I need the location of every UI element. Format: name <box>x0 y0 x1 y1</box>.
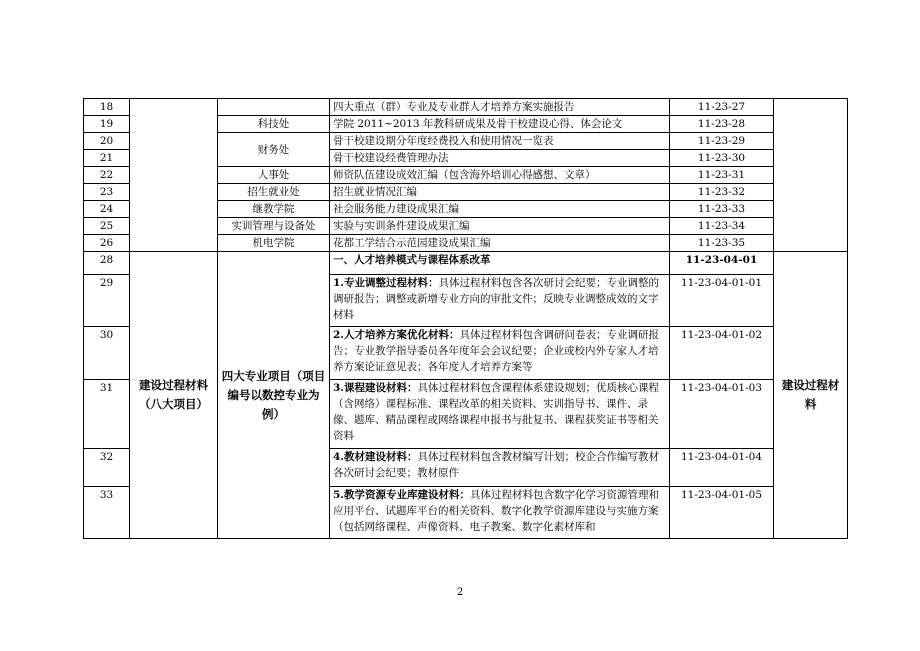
content-cell <box>330 327 670 380</box>
row-number: 20 <box>84 133 130 150</box>
row-number: 24 <box>84 201 130 218</box>
row-number: 30 <box>84 327 130 380</box>
code-cell: 11-23-31 <box>670 167 774 184</box>
code-cell: 11-23-04-01-03 <box>670 380 774 449</box>
code-cell: 11-23-04-01-01 <box>670 275 774 327</box>
content-cell: 花都工学结合示范园建设成果汇编 <box>330 235 670 252</box>
code-cell: 11-23-04-01-02 <box>670 327 774 380</box>
content-title: 5.教学资源专业库建设材料： <box>333 489 470 501</box>
table-row <box>84 99 848 116</box>
content-cell: 社会服务能力建设成果汇编 <box>330 201 670 218</box>
content-cell: 骨干校建设期分年度经费投入和使用情况一览表 <box>330 133 670 150</box>
row-number: 33 <box>84 487 130 539</box>
content-cell: 招生就业情况汇编 <box>330 184 670 201</box>
content-cell: 实验与实训条件建设成果汇编 <box>330 218 670 235</box>
row-number: 32 <box>84 449 130 487</box>
code-cell: 11-23-28 <box>670 116 774 133</box>
content-title-cell: 一、人才培养模式与课程体系改革 <box>330 252 670 275</box>
content-text: 具体过程材料包含数字化学习资源管理和应用平台、试题库平台的相关资料、数字化教学资源库建设与实施方案（包括网络课程、声像资料、电子教案、数字化素材库和 <box>333 489 659 533</box>
table-row <box>84 252 848 275</box>
remark-cell: 建设过程材料 <box>774 252 848 539</box>
row-number: 23 <box>84 184 130 201</box>
content-cell <box>330 275 670 327</box>
materials-table <box>83 98 848 539</box>
row-number: 18 <box>84 99 130 116</box>
content-text: 具体过程材料包含教材编写计划；校企合作编写教材各次研讨会纪要；教材原件 <box>333 451 659 479</box>
department-cell: 实训管理与设备处 <box>218 218 330 235</box>
content-text: 具体过程材料包含课程体系建设规划；优质核心课程（含网络）课程标准、课程改革的相关资料、实训指导书、课件、录像、题库、精品课程或网络课程申报书与批复书、课程获奖证书等相关资料 <box>333 382 659 442</box>
content-text: 具体过程材料包含调研问卷表；专业调研报告；专业教学指导委员各年度年会会议纪要；企业或校内外专家人才培养方案论证意见表；各年度人才培养方案等 <box>333 329 659 373</box>
row-number: 22 <box>84 167 130 184</box>
department-cell: 继教学院 <box>218 201 330 218</box>
content-cell <box>330 380 670 449</box>
page-number: 2 <box>456 587 464 598</box>
content-title: 1.专业调整过程材料： <box>333 277 439 289</box>
row-number: 28 <box>84 252 130 275</box>
code-cell: 11-23-04-01 <box>670 252 774 275</box>
category-cell-blank <box>130 99 218 252</box>
content-cell <box>330 449 670 487</box>
department-cell: 机电学院 <box>218 235 330 252</box>
code-cell: 11-23-27 <box>670 99 774 116</box>
code-cell: 11-23-29 <box>670 133 774 150</box>
department-cell: 招生就业处 <box>218 184 330 201</box>
content-cell: 骨干校建设经费管理办法 <box>330 150 670 167</box>
content-title: 4.教材建设材料： <box>333 451 418 463</box>
remark-cell-blank <box>774 99 848 252</box>
row-number: 21 <box>84 150 130 167</box>
department-cell: 人事处 <box>218 167 330 184</box>
department-cell: 财务处 <box>218 133 330 167</box>
code-cell: 11-23-34 <box>670 218 774 235</box>
row-number: 19 <box>84 116 130 133</box>
content-cell <box>330 487 670 539</box>
category-cell: 建设过程材料（八大项目） <box>130 252 218 539</box>
code-cell: 11-23-04-01-04 <box>670 449 774 487</box>
code-cell: 11-23-04-01-05 <box>670 487 774 539</box>
code-cell: 11-23-32 <box>670 184 774 201</box>
content-cell: 师资队伍建设成效汇编（包含海外培训心得感想、文章） <box>330 167 670 184</box>
row-number: 29 <box>84 275 130 327</box>
row-number: 31 <box>84 380 130 449</box>
project-cell: 四大专业项目（项目编号以数控专业为例） <box>218 252 330 539</box>
content-title: 3.课程建设材料： <box>333 382 418 394</box>
row-number: 26 <box>84 235 130 252</box>
department-cell <box>218 99 330 116</box>
content-cell: 学院 2011~2013 年教科研成果及骨干校建设心得、体会论文 <box>330 116 670 133</box>
code-cell: 11-23-33 <box>670 201 774 218</box>
code-cell: 11-23-35 <box>670 235 774 252</box>
department-cell: 科技处 <box>218 116 330 133</box>
code-cell: 11-23-30 <box>670 150 774 167</box>
row-number: 25 <box>84 218 130 235</box>
content-title: 2.人才培养方案优化材料： <box>333 329 460 341</box>
content-cell: 四大重点（群）专业及专业群人才培养方案实施报告 <box>330 99 670 116</box>
content-text: 具体过程材料包含各次研讨会纪要；专业调整的调研报告；调整或新增专业方向的审批文件；反映专业调整成效的文字材料 <box>333 277 659 321</box>
